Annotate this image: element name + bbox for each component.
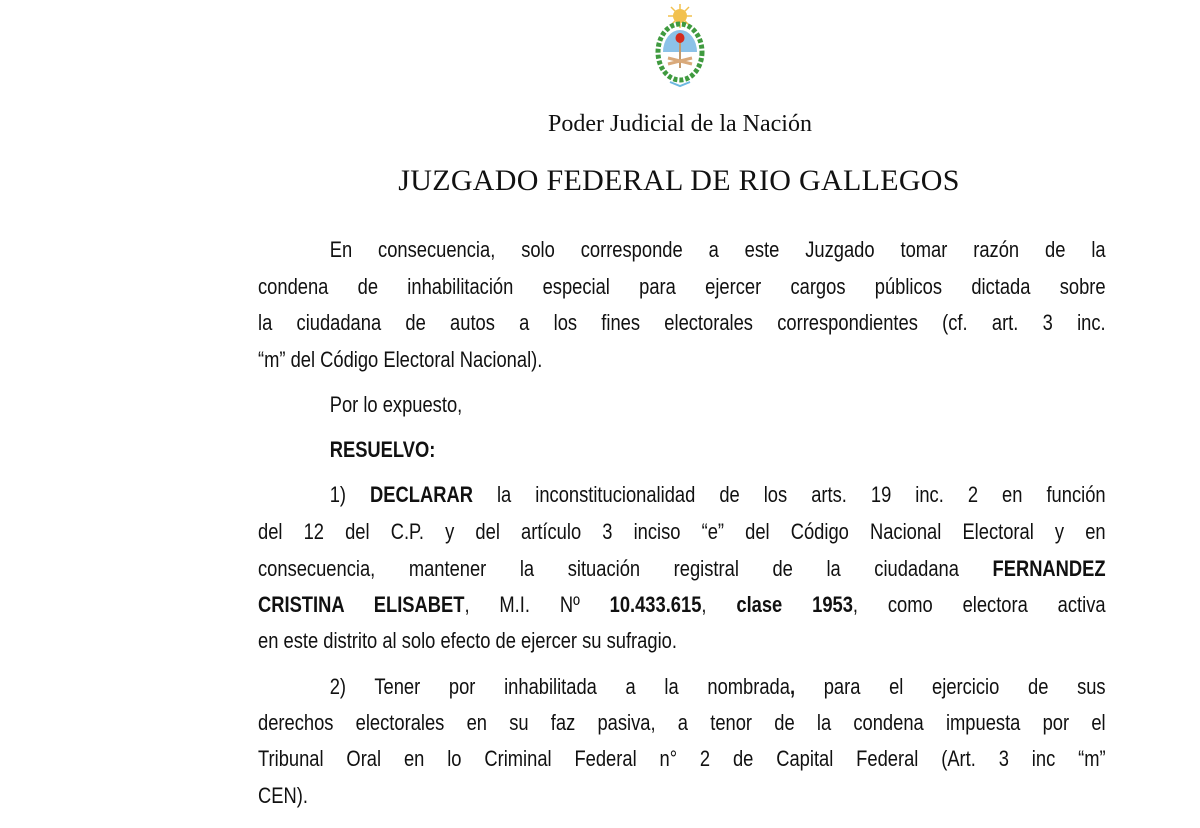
bold-text: DECLARAR (370, 482, 473, 507)
text: para el ejercicio de sus (795, 674, 1106, 699)
text: derechos electorales en su faz pasiva, a tenor de la condena impuesta por el (258, 710, 1106, 735)
text: , M.I. Nº (464, 592, 610, 617)
institution-title: Poder Judicial de la Nación (548, 111, 812, 137)
text: 2) Tener por inhabilitada a la nombrada (329, 674, 790, 699)
text: , como electora activa (852, 592, 1106, 617)
court-title: JUZGADO FEDERAL DE RIO GALLEGOS (398, 164, 960, 197)
resolution-item-1-line (258, 627, 1106, 655)
resolution-item-1-line (258, 555, 1106, 583)
text: 1) (329, 482, 371, 507)
paragraph-consecuencia-line (258, 309, 1106, 337)
paragraph-consecuencia-line (258, 346, 1106, 374)
text: Tribunal Oral en lo Criminal Federal n° 2 de Capital Federal (Art. 3 inc “m” (258, 746, 1106, 771)
text: la ciudadana de autos a los fines electorales correspondientes (cf. art. 3 inc. (258, 310, 1106, 335)
text: condena de inhabilitación especial para ejercer cargos públicos dictada sobre (258, 274, 1106, 299)
text: En consecuencia, solo corresponde a este Juzgado tomar razón de la (329, 237, 1106, 262)
text: la inconstitucionalidad de los arts. 19 inc. 2 en función (472, 482, 1106, 507)
resolution-item-2-line (258, 745, 1106, 773)
bold-text: 10.433.615 (609, 592, 702, 617)
bold-text: FERNANDEZ (992, 556, 1106, 581)
text: Por lo expuesto, (329, 392, 463, 417)
text: del 12 del C.P. y del artículo 3 inciso “e” del Código Nacional Electoral y en (258, 519, 1106, 544)
paragraph-consecuencia-line (258, 273, 1106, 301)
text: consecuencia, mantener la situación registral de la ciudadana (258, 556, 993, 581)
resolution-item-2-line (258, 673, 1106, 701)
text: en este distrito al solo efecto de ejercer su sufragio. (258, 628, 677, 653)
coat-of-arms-icon (648, 2, 712, 90)
text: CEN). (258, 783, 308, 808)
paragraph-consecuencia-line (258, 236, 1106, 264)
resuelvo-heading-line (258, 436, 1106, 464)
bold-text: CRISTINA ELISABET (258, 592, 465, 617)
resolution-item-1-line (258, 481, 1106, 509)
text: , (701, 592, 737, 617)
resolution-item-1-line (258, 518, 1106, 546)
text: “m” del Código Electoral Nacional). (258, 347, 543, 372)
paragraph-por-lo-expuesto-line (258, 391, 1106, 419)
bold-text: clase 1953 (736, 592, 853, 617)
bold-text: RESUELVO: (329, 437, 436, 462)
bold-text: , (789, 674, 796, 699)
resolution-item-2-line (258, 782, 1106, 810)
resolution-item-1-line (258, 591, 1106, 619)
resolution-item-2-line (258, 709, 1106, 737)
